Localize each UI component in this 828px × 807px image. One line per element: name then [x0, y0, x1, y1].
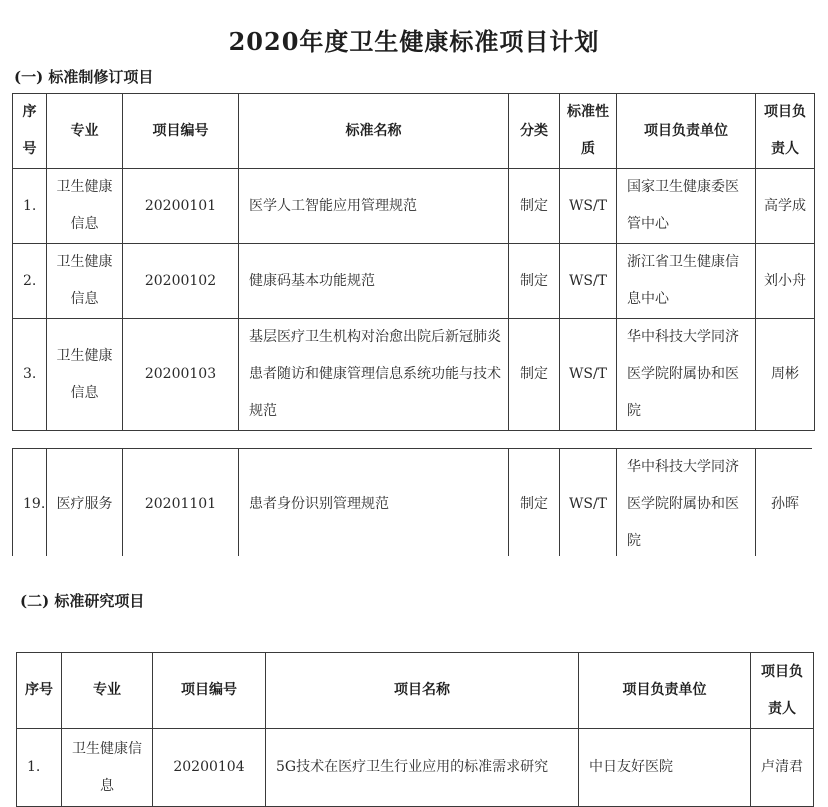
- cell-leader: 高学成: [756, 169, 815, 244]
- cell-category: 制定: [509, 319, 560, 431]
- cell-seq: 19.: [13, 449, 47, 557]
- cell-standard-name: 基层医疗卫生机构对治愈出院后新冠肺炎患者随访和健康管理信息系统功能与技术规范: [239, 319, 509, 431]
- cell-project-name: 5G技术在医疗卫生行业应用的标准需求研究: [266, 729, 579, 807]
- cell-major: 卫生健康信息: [47, 169, 123, 244]
- cell-major: 医疗服务: [47, 449, 123, 557]
- cell-seq: 1.: [13, 169, 47, 244]
- header-unit: 项目负责单位: [617, 94, 756, 169]
- table-header-row: [13, 94, 815, 169]
- cell-code: 20200103: [123, 319, 239, 431]
- header-seq: 序号: [17, 653, 62, 729]
- standards-research-table: [16, 652, 814, 807]
- section-heading-standards-research: (二) 标准研究项目: [20, 592, 145, 610]
- cell-leader: 卢清君: [751, 729, 814, 807]
- standards-revision-table-part-2: [12, 448, 812, 556]
- header-seq: 序号: [13, 94, 47, 169]
- table-row: [13, 319, 815, 431]
- header-code: 项目编号: [153, 653, 266, 729]
- cell-major: 卫生健康信息: [47, 244, 123, 319]
- cell-code: 20201101: [123, 449, 239, 557]
- cell-seq: 3.: [13, 319, 47, 431]
- header-standard-name: 标准名称: [239, 94, 509, 169]
- header-project-name: 项目名称: [266, 653, 579, 729]
- cell-leader: 孙晖: [756, 449, 813, 557]
- cell-nature: WS/T: [560, 244, 617, 319]
- cell-nature: WS/T: [560, 449, 617, 557]
- cell-unit: 华中科技大学同济医学院附属协和医院: [617, 449, 756, 557]
- header-major: 专业: [62, 653, 153, 729]
- section-heading-standards-revision: (一) 标准制修订项目: [14, 68, 154, 86]
- cell-standard-name: 患者身份识别管理规范: [239, 449, 509, 557]
- cell-leader: 周彬: [756, 319, 815, 431]
- header-major: 专业: [47, 94, 123, 169]
- header-code: 项目编号: [123, 94, 239, 169]
- header-leader: 项目负责人: [751, 653, 814, 729]
- cell-code: 20200104: [153, 729, 266, 807]
- table-row: [13, 244, 815, 319]
- header-leader: 项目负责人: [756, 94, 815, 169]
- cell-seq: 2.: [13, 244, 47, 319]
- standards-revision-table: [12, 93, 815, 431]
- page-title: 2020年度卫生健康标准项目计划: [228, 27, 600, 56]
- cell-code: 20200102: [123, 244, 239, 319]
- cell-unit: 中日友好医院: [579, 729, 751, 807]
- cell-leader: 刘小舟: [756, 244, 815, 319]
- cell-standard-name: 健康码基本功能规范: [239, 244, 509, 319]
- cell-seq: 1.: [17, 729, 62, 807]
- table-row: [17, 729, 814, 807]
- standards-revision-table-continued: [12, 448, 812, 556]
- cell-nature: WS/T: [560, 319, 617, 431]
- cell-unit: 浙江省卫生健康信息中心: [617, 244, 756, 319]
- table-header-row: [17, 653, 814, 729]
- cell-unit: 华中科技大学同济医学院附属协和医院: [617, 319, 756, 431]
- cell-unit: 国家卫生健康委医管中心: [617, 169, 756, 244]
- header-unit: 项目负责单位: [579, 653, 751, 729]
- cell-nature: WS/T: [560, 169, 617, 244]
- cell-category: 制定: [509, 244, 560, 319]
- cell-category: 制定: [509, 449, 560, 557]
- header-nature: 标准性质: [560, 94, 617, 169]
- cell-major: 卫生健康信息: [47, 319, 123, 431]
- cell-standard-name: 医学人工智能应用管理规范: [239, 169, 509, 244]
- table-row: [13, 449, 813, 557]
- cell-major: 卫生健康信息: [62, 729, 153, 807]
- cell-code: 20200101: [123, 169, 239, 244]
- header-category: 分类: [509, 94, 560, 169]
- table-row: [13, 169, 815, 244]
- cell-category: 制定: [509, 169, 560, 244]
- standards-research-table-wrap: [16, 652, 814, 807]
